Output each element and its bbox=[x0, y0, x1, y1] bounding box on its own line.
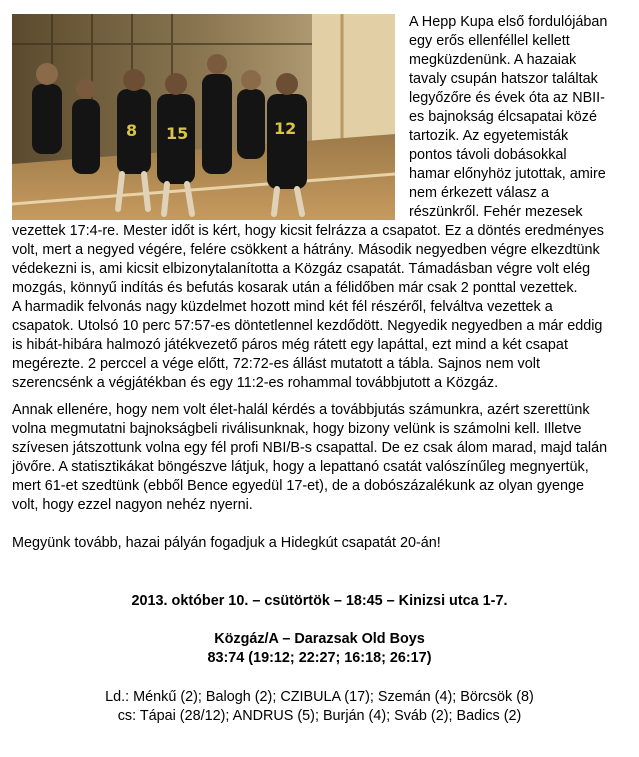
paragraph2-line: Annak ellenére, hogy nem volt élet-halál kérdés a továbbjutás számunkra, azért szerettünk bbox=[12, 402, 590, 418]
scorers-line: Ld.: Ménkű (2); Balogh (2); CZIBULA (17); Szemán (4); Börcsök (8) bbox=[105, 689, 534, 705]
intro-line: legyőzőre és évek óta az NBII- bbox=[409, 90, 605, 106]
svg-text:12: 12 bbox=[274, 119, 297, 138]
intro-line: tartozik. Az egyetemisták bbox=[409, 128, 569, 144]
paragraph1-line: A harmadik felvonás nagy küzdelmet hozott mind két fél részéről, felváltva vezettek a bbox=[12, 299, 553, 315]
match-date-line: 2013. október 10. – csütörtök – 18:45 – Kinizsi utca 1-7. bbox=[131, 593, 508, 609]
paragraph1-line: volt, mert a negyed végére, felére csökkent a hátrány. Második negyedben végre elkezdtünk bbox=[12, 242, 600, 258]
paragraph1-line: védekezni is, ami kicsit elbizonytalanította a Közgáz csapatát. Támadásban végre volt elég bbox=[12, 261, 591, 277]
paragraph1-line: szerencsénk a végjátékban és egy 11:2-es rohammal továbbjutott a Közgáz. bbox=[12, 375, 499, 391]
paragraph1-line: vezettek 17:4-re. Mester időt is kért, hogy kicsit felrázza a csapatot. Ez a döntés eredményes bbox=[12, 223, 604, 239]
paragraph1-line: megérezte. 2 perccel a vége előtt, 72:72-es állást mutatott a tábla. Sajnos nem volt bbox=[12, 356, 540, 372]
intro-line: tavaly csupán hatszor találtak bbox=[409, 71, 598, 87]
intro-line: A Hepp Kupa első fordulójában bbox=[409, 14, 608, 30]
team-huddle-photo bbox=[12, 14, 395, 220]
match-score: 83:74 (19:12; 22:27; 16:18; 26:17) bbox=[207, 650, 432, 666]
svg-text:8: 8 bbox=[126, 121, 138, 140]
match-teams: Közgáz/A – Darazsak Old Boys bbox=[214, 631, 425, 647]
paragraph2-line: volna megmutatni bajnokságbeli riválisunknak, hogy bizony velünk is számolni kell. Illetve bbox=[12, 421, 582, 437]
team-huddle-image bbox=[12, 14, 395, 220]
paragraph1-line: mozgás, könnyű indítás és befutás kosarak után a félidőben már csak 2 ponttal vezettek. bbox=[12, 280, 578, 296]
paragraph1-line: csapatok. Utolsó 10 perc 57:57-es döntetlennel kezdődött. Negyedik negyedben a már eddig bbox=[12, 318, 603, 334]
intro-line: egy erős ellenféllel kellett bbox=[409, 33, 570, 49]
intro-line: es bajnokság élcsapatai közé bbox=[409, 109, 597, 125]
intro-line: részünkről. Fehér mezesek bbox=[409, 204, 583, 220]
svg-text:15: 15 bbox=[166, 124, 189, 143]
paragraph2-line: jövőre. A statisztikákat böngészve látjuk, hogy a lepattanó csatát valószínűleg megnyertük, bbox=[12, 459, 589, 475]
closing-sentence: Megyünk tovább, hazai pályán fogadjuk a Hidegkút csapatát 20-án! bbox=[12, 535, 441, 551]
paragraph2-line: mert 61-et szedtünk (ebből Bence egyedül 17-et), de a dobószázalékunk az olyan gyenge bbox=[12, 478, 584, 494]
scorers-line: cs: Tápai (28/12); ANDRUS (5); Burján (4); Sváb (2); Badics (2) bbox=[117, 708, 522, 724]
intro-line: hamar előnyhöz jutottak, amire bbox=[409, 166, 606, 182]
paragraph1-line: is hibát-hibára halmozó játékvezető páros még rátett egy lapáttal, ezt mind a két csapat bbox=[12, 337, 568, 353]
paragraph2-line: szívesen játszottunk volna egy fél profi NBI/B-s csapattal. De ez csak álom marad, majd talán bbox=[12, 440, 608, 456]
intro-line: megküzdenünk. A hazaiak bbox=[409, 52, 577, 68]
intro-line: pontos távoli dobásokkal bbox=[409, 147, 567, 163]
paragraph2-line: volt, hogy ezzel nagyon nehéz nyerni. bbox=[12, 497, 253, 513]
intro-line: nem érkezett válasz a bbox=[409, 185, 549, 201]
